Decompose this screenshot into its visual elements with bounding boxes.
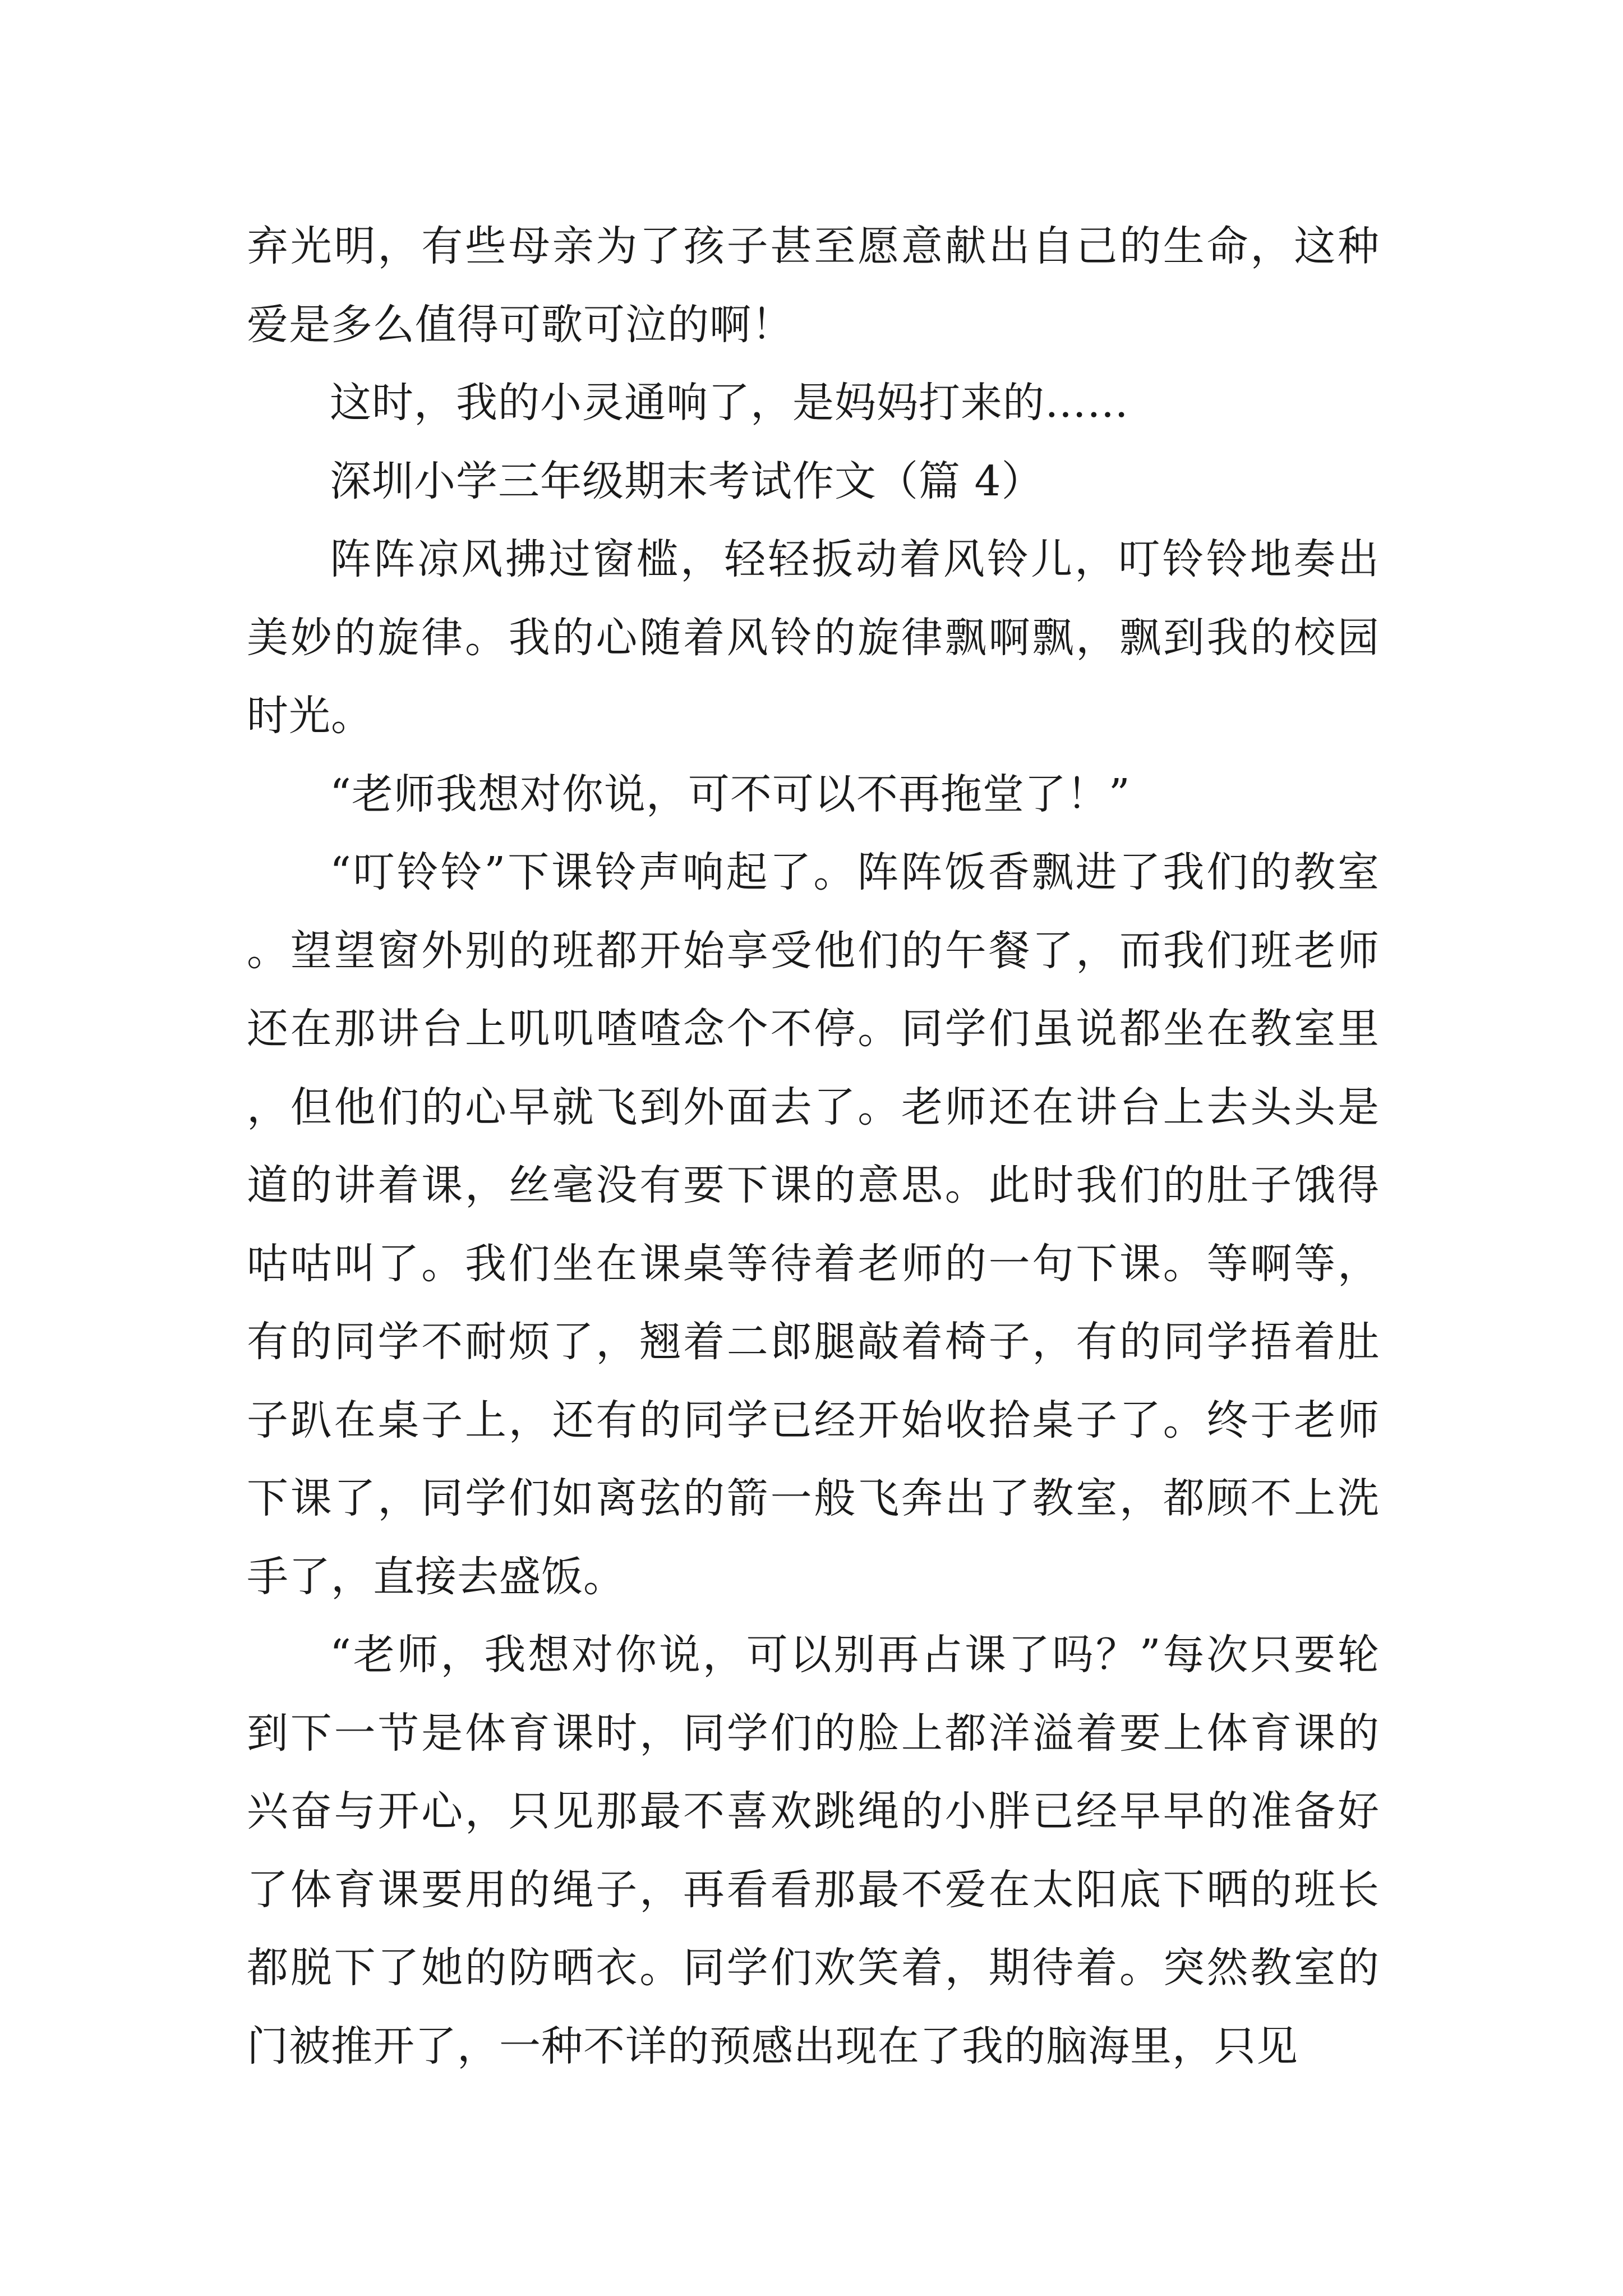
paragraph-pe-class: “老师，我想对你说，可以别再占课了吗？”每次只要轮到下一节是体育课时，同学们的脸上都洋溢着要上体育课的兴奋与开心，只见那最不喜欢跳绳的小胖已经早早的准备好了体育课要用的绳子，再看看那最不爱在太阳底下晒的班长都脱下了她的防晒衣。同学们欢笑着，期待着。突然教室的门被推开了，一种不详的预感出现在了我的脑海里，只见: [247, 1631, 1380, 2070]
paragraph-lunch-bell: “叮铃铃”下课铃声响起了。阵阵饭香飘进了我们的教室。望望窗外别的班都开始享受他们的午餐了，而我们班老师还在那讲台上叽叽喳喳念个不停。同学们虽说都坐在教室里，但他们的心早就飞到外面去了。老师还在讲台上去头头是道的讲着课，丝毫没有要下课的意思。此时我们的肚子饿得咕咕叫了。我们坐在课桌等待着老师的一句下课。等啊等，有的同学不耐烦了，翘着二郎腿敲着椅子，有的同学捂着肚子趴在桌子上，还有的同学已经开始收拾桌子了。终于老师下课了，同学们如离弦的箭一般飞奔出了教室，都顾不上洗手了，直接去盛饭。: [247, 848, 1380, 1601]
essay-body: [247, 208, 1380, 2086]
paragraph-wind-chime: 阵阵凉风拂过窗槛，轻轻扳动着风铃儿，叮铃铃地奏出美妙的旋律。我的心随着风铃的旋律飘啊飘，飘到我的校园时光。: [247, 535, 1380, 740]
paragraph-continuation: 弃光明，有些母亲为了孩子甚至愿意献出自己的生命，这种爱是多么值得可歌可泣的啊！: [247, 222, 1380, 349]
paragraph-phone-call: 这时，我的小灵通响了，是妈妈打来的……: [330, 379, 1129, 427]
essay-title: 深圳小学三年级期末考试作文（篇 4）: [330, 457, 1044, 505]
paragraph-quote-no-overtime: “老师我想对你说，可不可以不再拖堂了！”: [330, 770, 1131, 818]
